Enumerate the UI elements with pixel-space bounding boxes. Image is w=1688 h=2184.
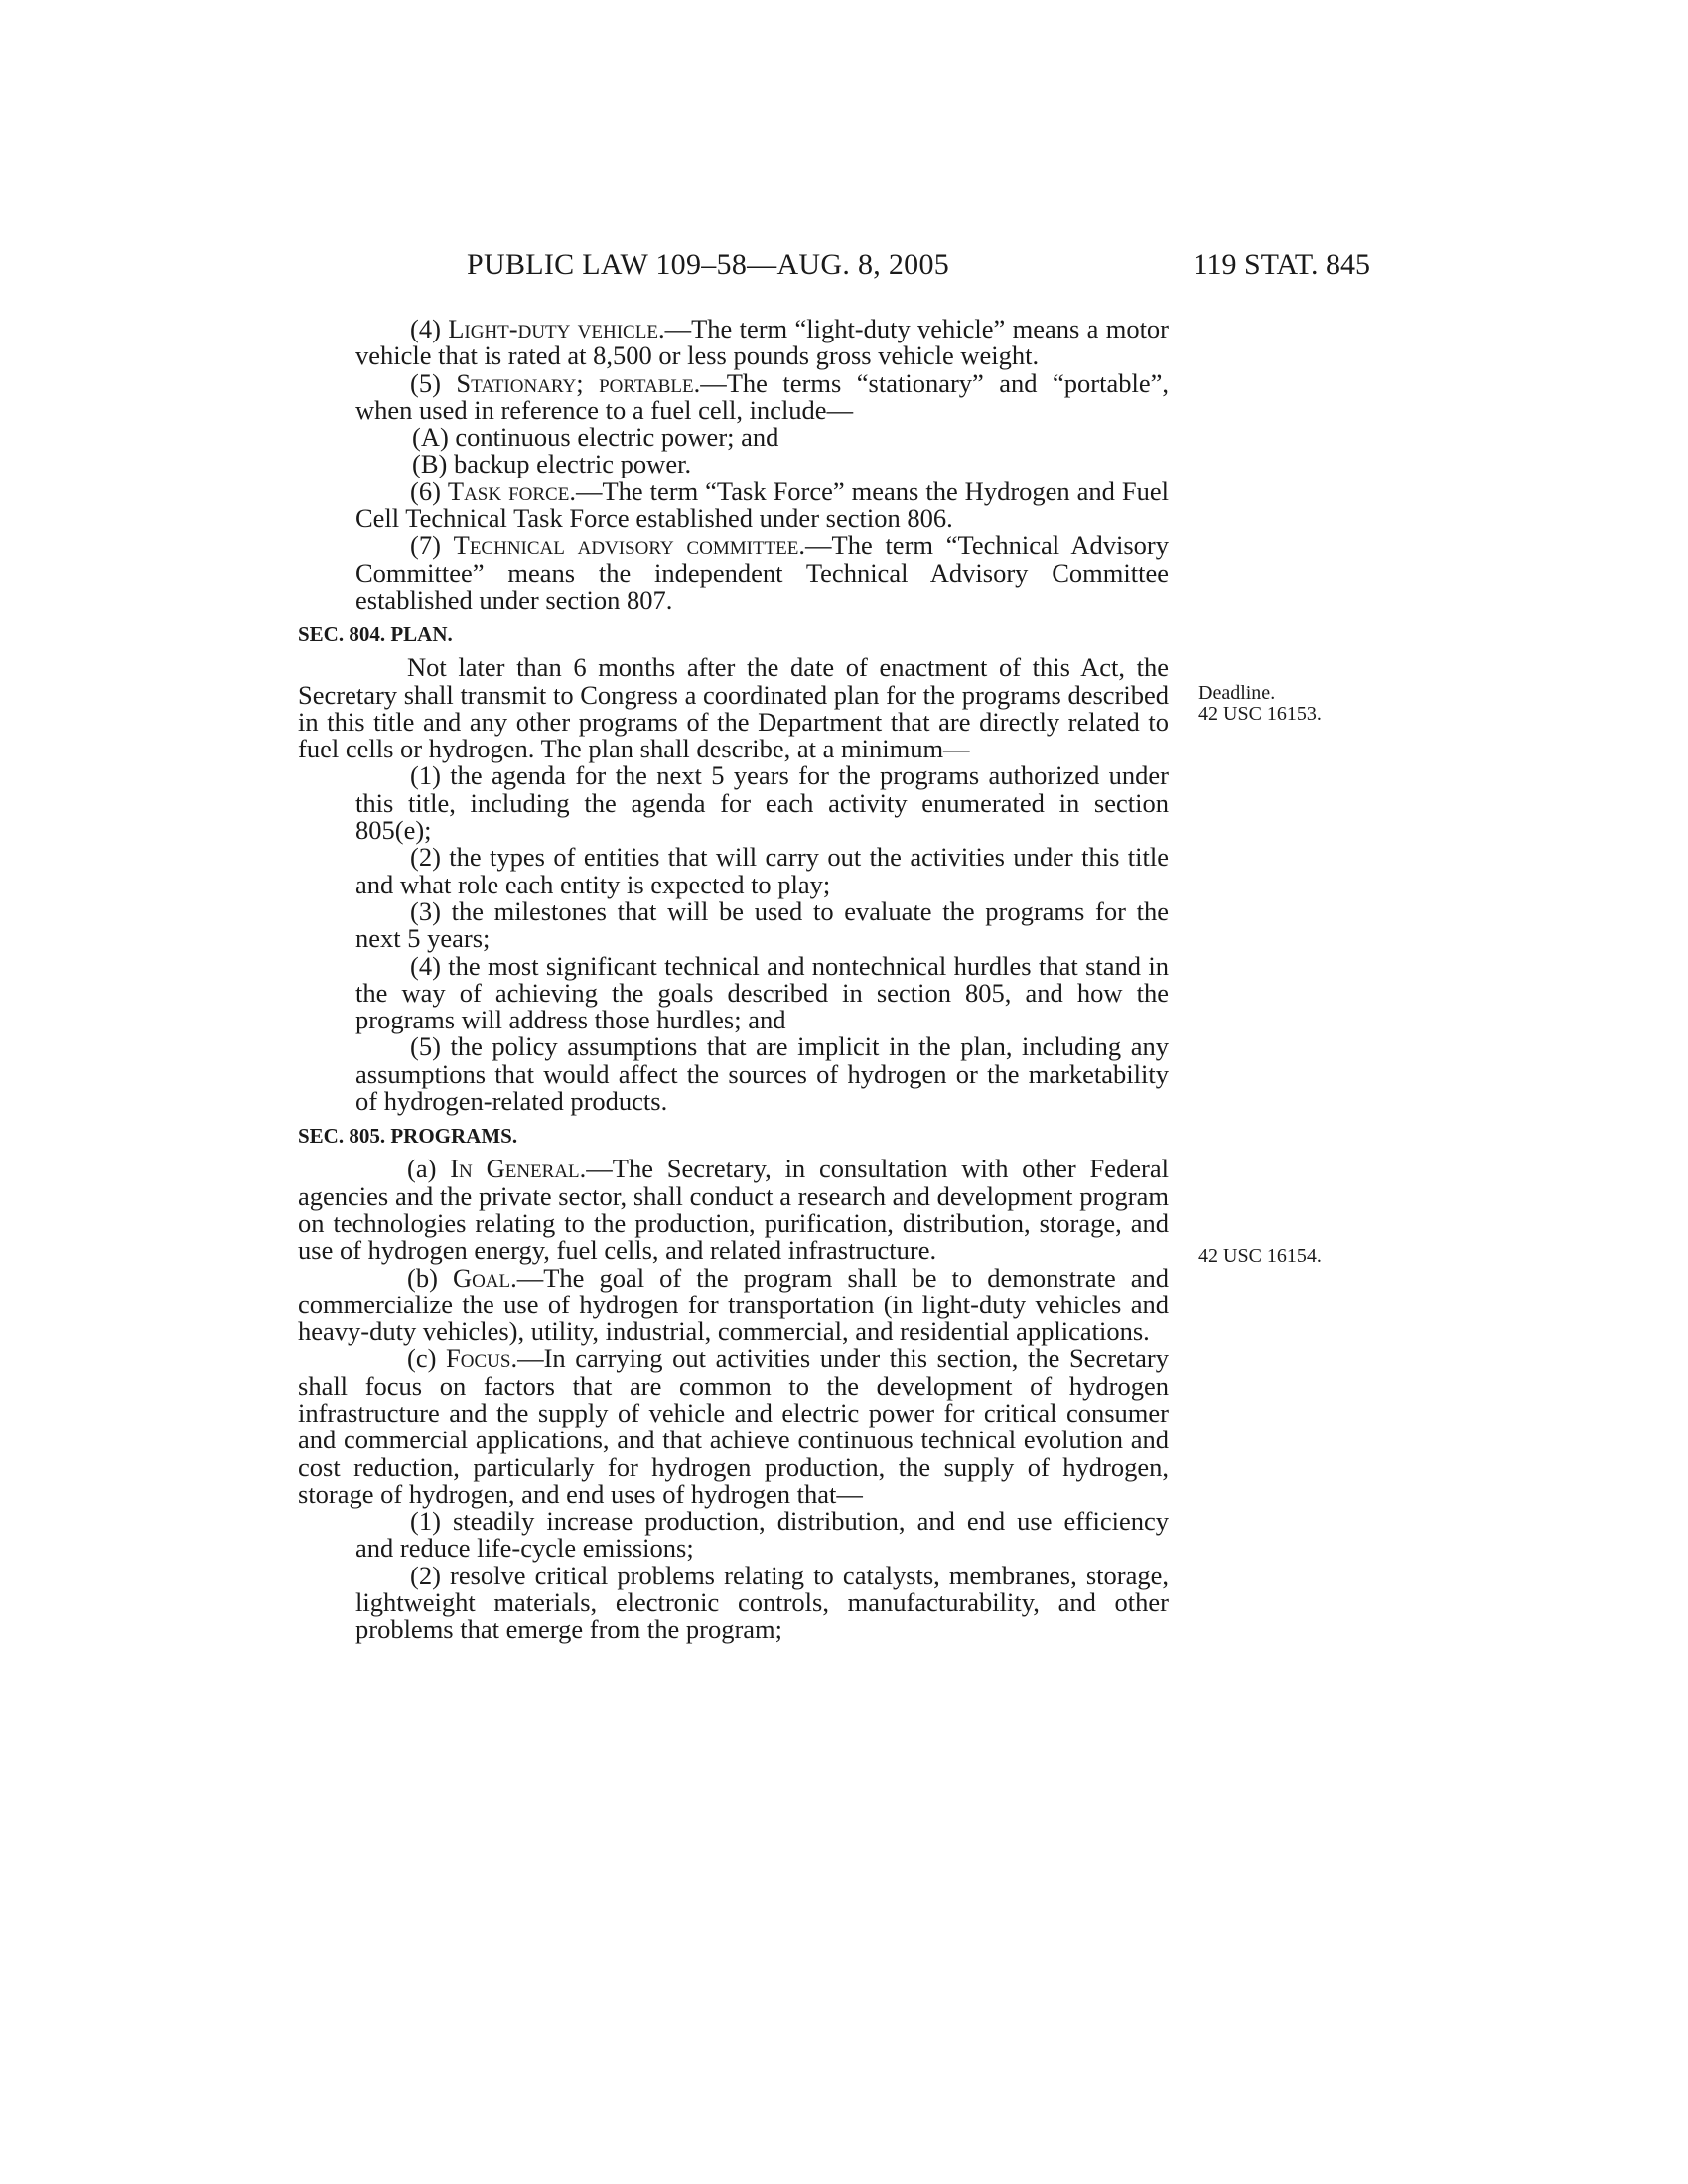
margin-note-usc-16153: 42 USC 16153. bbox=[1198, 703, 1322, 725]
definition-6: (6) Task force.—The term “Task Force” means the Hydrogen and Fuel Cell Technical Task Force established under section 806. bbox=[355, 476, 1169, 534]
subsection-b: (b) Goal.—The goal of the program shall be to demonstrate and commercialize the use of hydrogen for transportation (in light-duty vehicles and heavy-duty vehicles), utility, industrial, commercial, and residential applications. bbox=[298, 1262, 1169, 1347]
running-head: PUBLIC LAW 109–58—AUG. 8, 2005 bbox=[467, 248, 950, 281]
page-header bbox=[0, 248, 1688, 288]
focus-item-2: (2) resolve critical problems relating to catalysts, membranes, storage, lightweight materials, electronic controls, manufacturability, and other problems that emerge from the program; bbox=[355, 1560, 1169, 1645]
plan-item-1: (1) the agenda for the next 5 years for the programs authorized under this title, including the agenda for each activity enumerated in section 805(e); bbox=[355, 760, 1169, 846]
section-805-heading: SEC. 805. PROGRAMS. bbox=[298, 1124, 518, 1149]
definition-term: Task force bbox=[447, 476, 570, 506]
section-804-heading: SEC. 804. PLAN. bbox=[298, 622, 453, 647]
definition-term: Stationary; portable bbox=[456, 367, 694, 398]
page-stat-citation: 119 STAT. 845 bbox=[1193, 248, 1370, 281]
section-804-intro: Not later than 6 months after the date of enactment of this Act, the Secretary shall transmit to Congress a coordinated plan for the programs described in this title and any other programs of the Department that are directly related to fuel cells or hydrogen. The plan shall describe, at a minimum— bbox=[298, 652, 1169, 764]
margin-note-deadline: Deadline. bbox=[1198, 682, 1276, 704]
definition-5: (5) Stationary; portable.—The terms “stationary” and “portable”, when used in reference to a fuel cell, include— bbox=[355, 367, 1169, 425]
definition-7: (7) Technical advisory committee.—The term “Technical Advisory Committee” means the independent Technical Advisory Committee established under section 807. bbox=[355, 530, 1170, 614]
subsection-term: Goal bbox=[452, 1262, 511, 1293]
plan-item-2: (2) the types of entities that will carry out the activities under this title and what role each entity is expected to play; bbox=[355, 842, 1169, 899]
document-body bbox=[298, 316, 1169, 1644]
definition-term: Light-duty vehicle bbox=[448, 314, 658, 343]
focus-item-1: (1) steadily increase production, distribution, and end use efficiency and reduce life-cycle emissions; bbox=[355, 1506, 1169, 1564]
plan-item-4: (4) the most significant technical and nontechnical hurdles that stand in the way of achieving the goals described in section 805, and how the programs will address those hurdles; and bbox=[355, 950, 1169, 1035]
definition-4: (4) Light-duty vehicle.—The term “light-duty vehicle” means a motor vehicle that is rated at 8,500 or less pounds gross vehicle weight. bbox=[355, 314, 1169, 371]
definition-5-item-a: (A) continuous electric power; and bbox=[412, 422, 779, 453]
margin-note-usc-16154: 42 USC 16154. bbox=[1198, 1245, 1322, 1267]
definition-5-item-b: (B) backup electric power. bbox=[412, 449, 692, 479]
subsection-c: (c) Focus.—In carrying out activities under this section, the Secretary shall focus on factors that are common to the development of hydrogen infrastructure and the supply of vehicle and electric power for critical consumer and commercial applications, and that achieve continuous technical evolution and cost reduction, particularly for hydrogen production, the supply of hydrogen, storage of hydrogen, and end uses of hydrogen that— bbox=[298, 1343, 1169, 1509]
subsection-term: Focus bbox=[446, 1343, 511, 1374]
definition-term: Technical advisory committee bbox=[453, 530, 799, 561]
subsection-a: (a) In General.—The Secretary, in consultation with other Federal agencies and the private sector, shall conduct a research and development program on technologies relating to the production, purification, distribution, storage, and use of hydrogen energy, fuel cells, and related infrastructure. bbox=[298, 1154, 1169, 1266]
plan-item-5: (5) the policy assumptions that are implicit in the plan, including any assumptions that would affect the sources of hydrogen or the marketability of hydrogen-related products. bbox=[355, 1031, 1169, 1117]
subsection-term: In General bbox=[450, 1154, 580, 1184]
plan-item-3: (3) the milestones that will be used to evaluate the programs for the next 5 years; bbox=[355, 895, 1169, 954]
